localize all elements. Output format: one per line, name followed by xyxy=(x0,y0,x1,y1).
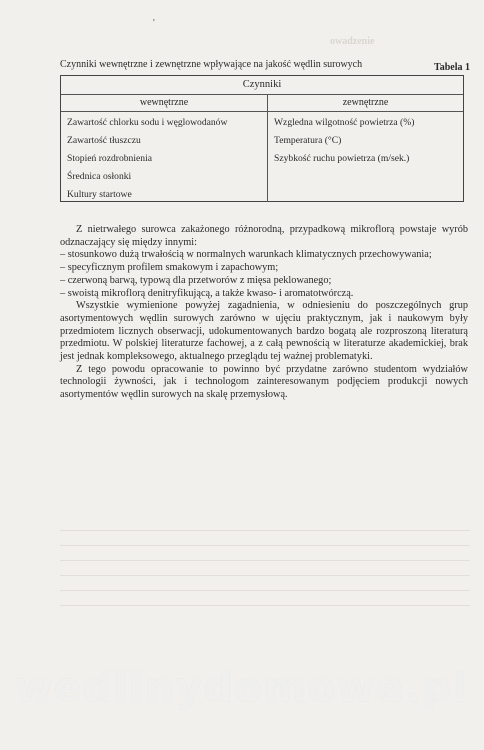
table-cell: Temperatura (°C) xyxy=(274,135,342,146)
list-item: – swoistą mikroflorą denitryfikującą, a także kwaso- i aromatotwórczą. xyxy=(60,287,354,299)
watermark-logo: wedlinydomowe.pl xyxy=(15,665,469,711)
list-item: – stosunkowo dużą trwałością w normalnych warunkach klimatycznych przechowywania; xyxy=(60,249,432,261)
internal-list xyxy=(61,112,267,204)
paragraph: Z nietrwałego surowca zakażonego różnorodną, przypadkową mikroflorą powstaje wyrób odznaczający się między innymi: xyxy=(60,224,468,248)
bleed-through-text: owadzenie xyxy=(330,36,375,47)
table-header: Czynniki xyxy=(61,76,463,95)
table-cell: Wzgledna wilgotność powietrza (%) xyxy=(274,117,415,128)
paragraph: Z tego powodu opracowanie to powinno być przydatne zarówno studentom wydziałów technologii żywności, jak i technologom zainteresowanym podjęciem produkcji nowych asortymentów wędlin surowych na skalę przemysłową. xyxy=(60,363,468,401)
external-header: zewnętrzne xyxy=(268,95,463,112)
table-caption: Czynniki wewnętrzne i zewnętrzne wpływające na jakość wędlin surowych xyxy=(60,59,363,70)
table-cell: Szybkość ruchu powietrza (m/sek.) xyxy=(274,153,410,164)
paragraph: Wszystkie wymienione powyżej zagadnienia, w odniesieniu do poszczególnych grup asortymentowych wędlin surowych zarówno w ujęciu praktycznym, jak i naukowym były przedmiotem licznych obserwacji, udokumentowanych bardzo bogatą ale rozproszoną literaturą przedmiotu. W polskiej literaturze fachowej, a z całą pewnością w literaturze akademickiej, brak jest jednak kompleksowego, aktualnego przeglądu tej ważnej problematyki. xyxy=(60,300,468,363)
table-columns xyxy=(61,95,463,202)
bleed-through-lines xyxy=(60,520,470,640)
page-mark: ' xyxy=(153,18,155,29)
body-text xyxy=(60,224,468,402)
external-list xyxy=(268,112,463,168)
table-cell: Kultury startowe xyxy=(67,189,132,200)
factors-table xyxy=(60,75,464,202)
table-label: Tabela 1 xyxy=(433,62,470,73)
internal-column xyxy=(61,95,268,202)
internal-header: wewnętrzne xyxy=(61,95,267,112)
table-cell: Zawartość chlorku sodu i węglowodanów xyxy=(67,117,228,128)
table-cell: Zawartość tłuszczu xyxy=(67,135,141,146)
list-item: – czerwoną barwą, typową dla przetworów z mięsa peklowanego; xyxy=(60,274,332,286)
table-cell: Stopień rozdrobnienia xyxy=(67,153,152,164)
external-column xyxy=(268,95,463,202)
table-cell: Średnica osłonki xyxy=(67,171,132,182)
list-item: – specyficznym profilem smakowym i zapachowym; xyxy=(60,262,279,274)
